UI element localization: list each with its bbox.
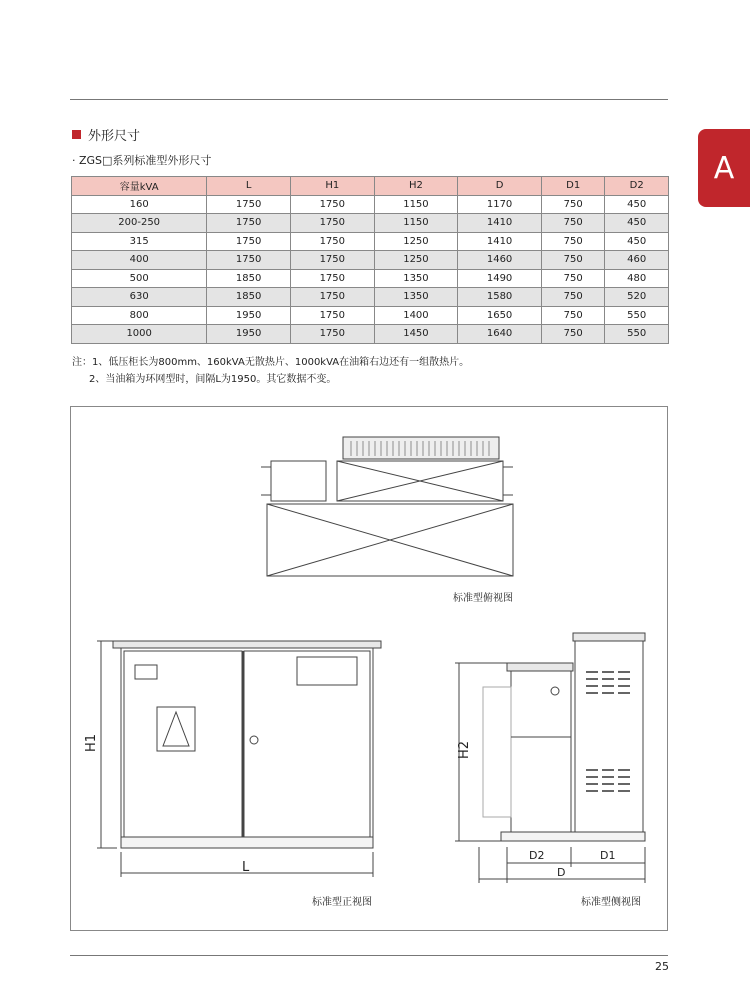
table-cell: 450: [605, 232, 669, 251]
table-cell: 1150: [374, 214, 458, 233]
table-cell: 315: [72, 232, 207, 251]
table-row: [72, 195, 669, 214]
label-h2: H2: [457, 740, 472, 759]
drawing-panel: [70, 406, 668, 931]
table-cell: 750: [541, 325, 605, 344]
table-cell: 480: [605, 269, 669, 288]
label-l: L: [242, 860, 250, 875]
table-cell: 750: [541, 251, 605, 270]
table-cell: 1250: [374, 232, 458, 251]
table-header-row: [72, 177, 669, 196]
table-header-cell: L: [207, 177, 291, 196]
table-cell: 1000: [72, 325, 207, 344]
table-cell: 1750: [207, 232, 291, 251]
table-cell: 1170: [458, 195, 542, 214]
table-cell: 1750: [290, 306, 374, 325]
notes: [72, 354, 469, 388]
table-cell: 1640: [458, 325, 542, 344]
table-header-cell: D1: [541, 177, 605, 196]
table-cell: 450: [605, 214, 669, 233]
table-cell: 1580: [458, 288, 542, 307]
table-cell: 1350: [374, 288, 458, 307]
front-view-drawing: [97, 641, 381, 877]
table-cell: 1750: [290, 288, 374, 307]
table-cell: 1850: [207, 288, 291, 307]
table-header-cell: D: [458, 177, 542, 196]
label-d2: D2: [529, 849, 545, 862]
label-d: D: [557, 866, 566, 879]
table-cell: 1150: [374, 195, 458, 214]
table-cell: 400: [72, 251, 207, 270]
side-view-drawing: [455, 633, 645, 883]
top-view-caption: 标准型俯视图: [453, 593, 513, 604]
page-number: 25: [655, 960, 669, 973]
table-header-cell: H2: [374, 177, 458, 196]
technical-drawings: [71, 407, 669, 932]
table-cell: 750: [541, 269, 605, 288]
note-1: 注：1、低压柜长为800mm、160kVA无散热片、1000kVA在油箱右边还有一组散热片。: [72, 357, 470, 368]
top-view-drawing: [261, 437, 513, 576]
table-cell: 500: [72, 269, 207, 288]
table-cell: 750: [541, 306, 605, 325]
table-cell: 1750: [290, 232, 374, 251]
table-cell: 1950: [207, 325, 291, 344]
section-tab-letter: A: [713, 150, 735, 186]
table-cell: 1450: [374, 325, 458, 344]
table-cell: 450: [605, 195, 669, 214]
table-cell: 750: [541, 288, 605, 307]
table-row: [72, 214, 669, 233]
table-row: [72, 325, 669, 344]
table-cell: 200-250: [72, 214, 207, 233]
table-row: [72, 269, 669, 288]
table-row: [72, 251, 669, 270]
front-view-caption: 标准型正视图: [312, 897, 372, 908]
table-cell: 1750: [290, 214, 374, 233]
table-cell: 550: [605, 306, 669, 325]
table-header-cell: 容量kVA: [72, 177, 207, 196]
table-cell: 520: [605, 288, 669, 307]
table-cell: 1750: [207, 251, 291, 270]
table-cell: 630: [72, 288, 207, 307]
table-cell: 1460: [458, 251, 542, 270]
table-cell: 1410: [458, 214, 542, 233]
table-cell: 1750: [290, 195, 374, 214]
table-cell: 1750: [290, 269, 374, 288]
table-row: [72, 306, 669, 325]
table-cell: 1750: [207, 195, 291, 214]
table-cell: 1350: [374, 269, 458, 288]
table-cell: 750: [541, 195, 605, 214]
table-cell: 1400: [374, 306, 458, 325]
table-cell: 750: [541, 214, 605, 233]
label-h1: H1: [84, 733, 99, 752]
table-cell: 460: [605, 251, 669, 270]
red-square-icon: [72, 130, 81, 139]
table-cell: 800: [72, 306, 207, 325]
bottom-rule: [70, 955, 668, 956]
table-cell: 1410: [458, 232, 542, 251]
table-row: [72, 232, 669, 251]
table-header-cell: D2: [605, 177, 669, 196]
table-subtitle: · ZGS□系列标准型外形尺寸: [72, 154, 212, 167]
table-cell: 1850: [207, 269, 291, 288]
table-cell: 1950: [207, 306, 291, 325]
note-2: 2、当油箱为环网型时，间隔L为1950。其它数据不变。: [89, 374, 337, 385]
table-cell: 1750: [290, 251, 374, 270]
table-cell: 750: [541, 232, 605, 251]
side-view-caption: 标准型侧视图: [581, 897, 641, 908]
table-cell: 1750: [207, 214, 291, 233]
table-cell: 1750: [290, 325, 374, 344]
table-cell: 1650: [458, 306, 542, 325]
table-cell: 1490: [458, 269, 542, 288]
section-tab-a[interactable]: [698, 129, 750, 207]
section-heading: [72, 125, 140, 144]
section-title: 外形尺寸: [88, 129, 141, 144]
table-cell: 160: [72, 195, 207, 214]
table-cell: 1250: [374, 251, 458, 270]
table-row: [72, 288, 669, 307]
dimension-table: [71, 176, 669, 344]
table-cell: 550: [605, 325, 669, 344]
top-rule: [70, 99, 668, 100]
label-d1: D1: [600, 849, 616, 862]
table-header-cell: H1: [290, 177, 374, 196]
